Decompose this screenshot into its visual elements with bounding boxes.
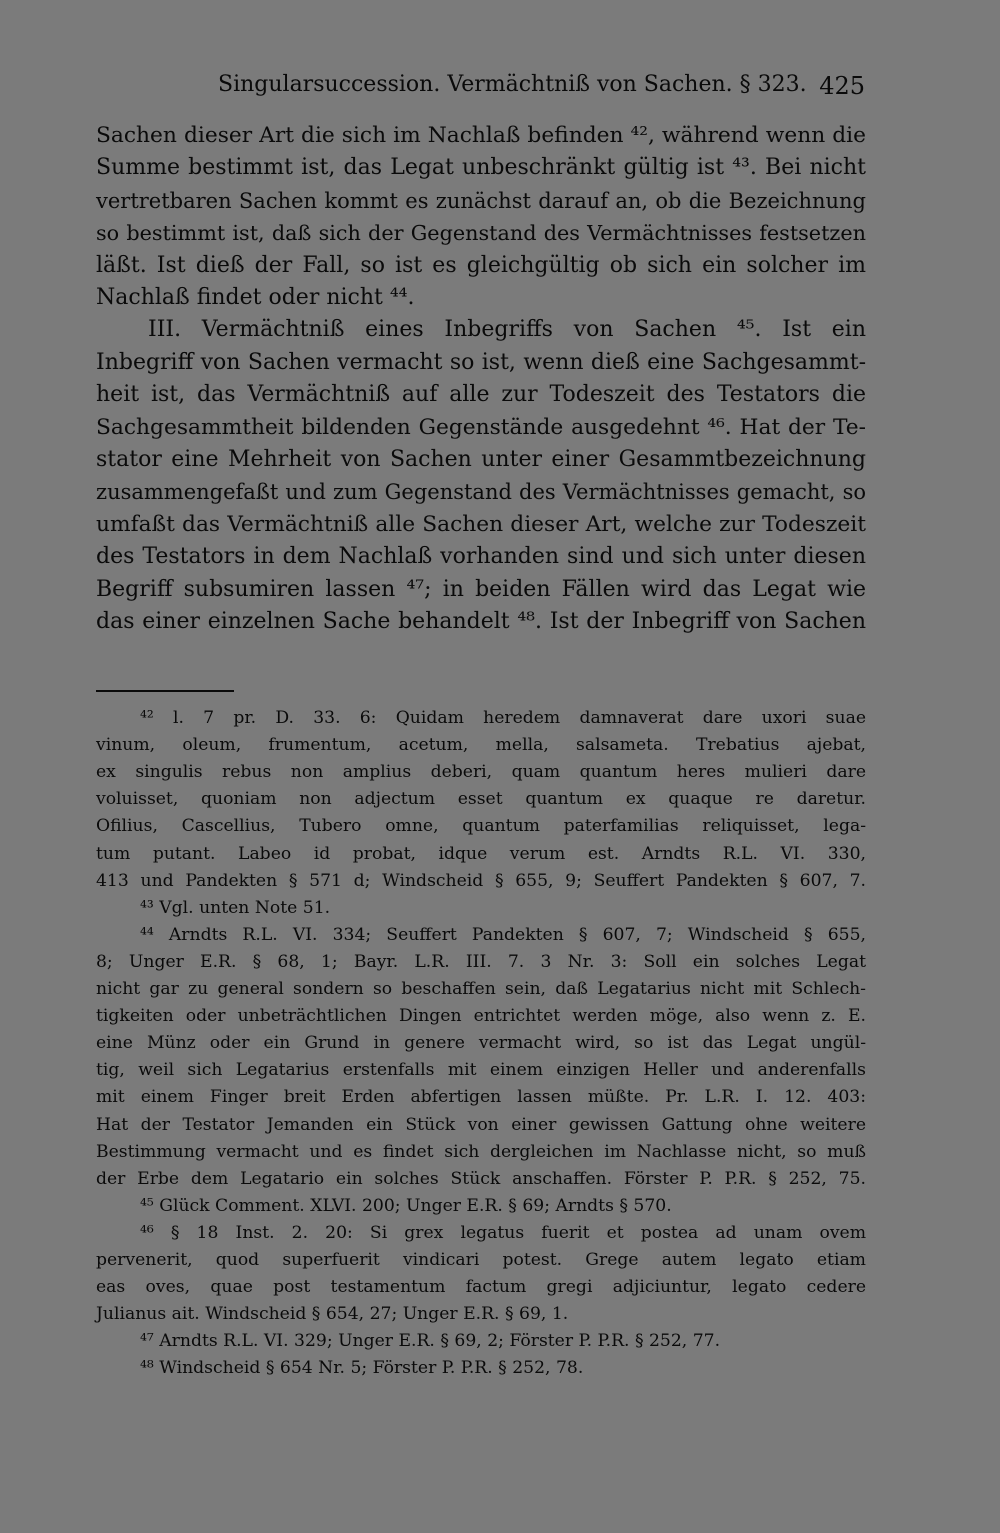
page-number: 425: [819, 72, 865, 100]
footnote-line: Hat der Testator Jemanden ein Stück von einer gewissen Gattung ohne weitere: [96, 1114, 866, 1135]
running-title: Singularsuccession. Vermächtniß von Sachen. § 323.: [218, 72, 807, 97]
footnote-line: der Erbe dem Legatario ein solches Stück anschaffen. Förster P. P.R. § 252, 75.: [96, 1168, 866, 1189]
footnote-line: Julianus ait. Windscheid § 654, 27; Unger E.R. § 69, 1.: [96, 1304, 569, 1325]
footnote-42: ⁴² l. 7 pr. D. 33. 6: Quidam heredem damnaverat dare uxori suae: [140, 708, 866, 728]
footnote-line: 413 und Pandekten § 571 d; Windscheid § 655, 9; Seuffert Pandekten § 607, 7.: [96, 870, 866, 891]
footnote-line: ex singulis rebus non amplius deberi, quam quantum heres mulieri dare: [96, 762, 866, 783]
footnote-line: eas oves, quae post testamentum factum gregi adjiciuntur, legato cedere: [96, 1277, 866, 1298]
body-line: läßt. Ist dieß der Fall, so ist es gleichgültig ob sich ein solcher im: [96, 252, 866, 278]
footnote-47: ⁴⁷ Arndts R.L. VI. 329; Unger E.R. § 69, 2; Förster P. P.R. § 252, 77.: [140, 1331, 721, 1352]
body-line: Sachen dieser Art die sich im Nachlaß befinden ⁴², während wenn die: [96, 123, 866, 148]
section-heading-line: III. Vermächtniß eines Inbegriffs von Sachen ⁴⁵. Ist ein: [148, 317, 866, 343]
body-line: des Testators in dem Nachlaß vorhanden sind und sich unter diesen: [96, 544, 866, 570]
body-line: so bestimmt ist, daß sich der Gegenstand des Vermächtnisses festsetzen: [96, 221, 866, 246]
body-line: zusammengefaßt und zum Gegenstand des Vermächtnisses gemacht, so: [96, 480, 866, 505]
footnote-44: ⁴⁴ Arndts R.L. VI. 334; Seuffert Pandekten § 607, 7; Windscheid § 655,: [140, 924, 866, 945]
footnote-line: mit einem Finger breit Erden abfertigen lassen müßte. Pr. L.R. I. 12. 403:: [96, 1087, 866, 1108]
footnote-line: pervenerit, quod superfuerit vindicari potest. Grege autem legato etiam: [96, 1250, 866, 1270]
body-line: heit ist, das Vermächtniß auf alle zur Todeszeit des Testators die: [96, 382, 866, 408]
footnote-line: vinum, oleum, frumentum, acetum, mella, salsameta. Trebatius ajebat,: [96, 735, 866, 756]
footnote-line: nicht gar zu general sondern so beschaffen sein, daß Legatarius nicht mit Schlech-: [96, 979, 866, 999]
body-line: Inbegriff von Sachen vermacht so ist, wenn dieß eine Sachgesammt-: [96, 349, 866, 375]
footnote-rule: [96, 690, 234, 692]
footnote-48: ⁴⁸ Windscheid § 654 Nr. 5; Förster P. P.R. § 252, 78.: [140, 1358, 584, 1379]
body-line: vertretbaren Sachen kommt es zunächst darauf an, ob die Bezeichnung: [96, 188, 866, 213]
body-line: stator eine Mehrheit von Sachen unter einer Gesammtbezeichnung: [96, 447, 866, 472]
footnote-line: voluisset, quoniam non adjectum esset quantum ex quaque re daretur.: [96, 789, 866, 810]
footnote-line: tig, weil sich Legatarius erstenfalls mit einem einzigen Heller und anderenfalls: [96, 1060, 866, 1081]
footnote-line: tum putant. Labeo id probat, idque verum est. Arndts R.L. VI. 330,: [96, 843, 866, 864]
running-head: [100, 70, 865, 104]
footnote-43: ⁴³ Vgl. unten Note 51.: [140, 897, 331, 918]
body-line: Summe bestimmt ist, das Legat unbeschränkt gültig ist ⁴³. Bei nicht: [96, 155, 866, 181]
body-line: Sachgesammtheit bildenden Gegenstände ausgedehnt ⁴⁶. Hat der Te-: [96, 414, 866, 440]
footnote-line: Ofilius, Cascellius, Tubero omne, quantum paterfamilias reliquisset, lega-: [96, 816, 866, 837]
body-line: umfaßt das Vermächtniß alle Sachen dieser Art, welche zur Todeszeit: [96, 511, 866, 537]
footnote-45: ⁴⁵ Glück Comment. XLVI. 200; Unger E.R. § 69; Arndts § 570.: [140, 1195, 672, 1216]
footnote-46: ⁴⁶ § 18 Inst. 2. 20: Si grex legatus fuerit et postea ad unam ovem: [140, 1222, 866, 1243]
footnote-line: Bestimmung vermacht und es findet sich dergleichen im Nachlasse nicht, so muß: [96, 1141, 866, 1162]
footnote-line: eine Münz oder ein Grund in genere vermacht wird, so ist das Legat ungül-: [96, 1033, 866, 1054]
body-line: Begriff subsumiren lassen ⁴⁷; in beiden Fällen wird das Legat wie: [96, 576, 866, 602]
body-line: das einer einzelnen Sache behandelt ⁴⁸. Ist der Inbegriff von Sachen: [96, 609, 866, 634]
footnote-line: tigkeiten oder unbeträchtlichen Dingen entrichtet werden möge, also wenn z. E.: [96, 1006, 866, 1027]
body-line: Nachlaß findet oder nicht ⁴⁴.: [96, 285, 415, 310]
footnote-line: 8; Unger E.R. § 68, 1; Bayr. L.R. III. 7. 3 Nr. 3: Soll ein solches Legat: [96, 951, 866, 972]
